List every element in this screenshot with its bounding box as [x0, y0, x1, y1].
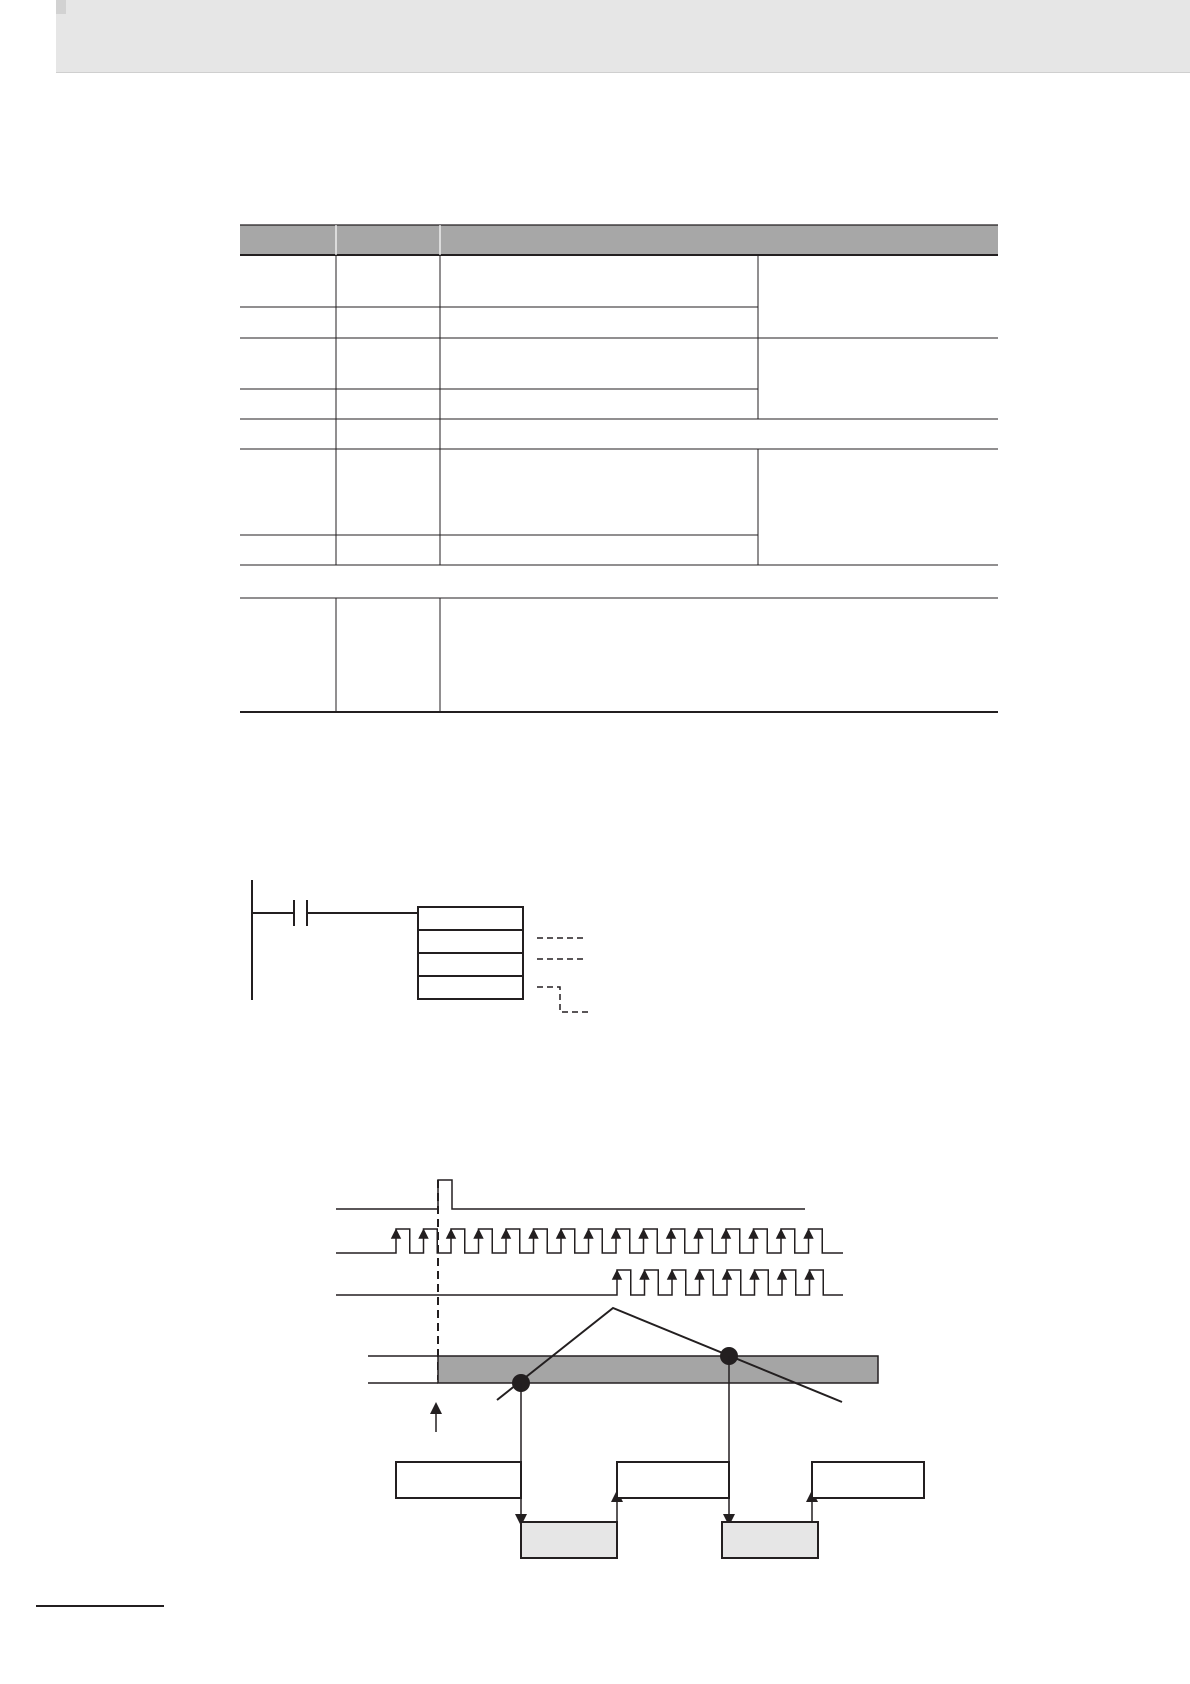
clock-signal-2: [336, 1270, 843, 1295]
clock-signal-1: [336, 1229, 843, 1253]
clock-waveform: [336, 1270, 843, 1295]
rising-edge-arrow: [695, 1230, 703, 1238]
rising-edge-arrow: [806, 1271, 814, 1279]
rising-edge-arrow: [612, 1230, 620, 1238]
state-box-1: [396, 1462, 521, 1498]
rising-edge-arrow: [502, 1230, 510, 1238]
process-box-2: [722, 1522, 818, 1558]
state-box-3: [812, 1462, 924, 1498]
rising-edge-arrow: [722, 1230, 730, 1238]
state-box-2: [617, 1462, 729, 1498]
rising-edge-arrow: [641, 1271, 649, 1279]
rising-edge-arrow: [751, 1271, 759, 1279]
rising-edge-arrow: [667, 1230, 675, 1238]
rising-edge-arrow: [750, 1230, 758, 1238]
start-pulse-signal: [336, 1180, 805, 1209]
rising-edge-arrow: [557, 1230, 565, 1238]
rising-edge-arrow: [585, 1230, 593, 1238]
rising-edge-arrow: [392, 1230, 400, 1238]
rising-edge-arrow: [613, 1271, 621, 1279]
process-box-1: [521, 1522, 617, 1558]
rising-edge-arrow: [805, 1230, 813, 1238]
rising-edge-arrow: [723, 1271, 731, 1279]
rising-edge-arrow: [668, 1271, 676, 1279]
footer-rule: [36, 1605, 164, 1607]
rising-edge-arrow: [696, 1271, 704, 1279]
rising-edge-arrow: [475, 1230, 483, 1238]
rising-edge-arrow: [447, 1230, 455, 1238]
rising-edge-arrow: [420, 1230, 428, 1238]
callout-lines: [497, 1308, 842, 1402]
rising-edge-arrow: [640, 1230, 648, 1238]
rising-edge-arrow: [530, 1230, 538, 1238]
active-period-band: [438, 1356, 878, 1383]
rising-edge-arrow: [778, 1271, 786, 1279]
rising-edge-arrow: [777, 1230, 785, 1238]
